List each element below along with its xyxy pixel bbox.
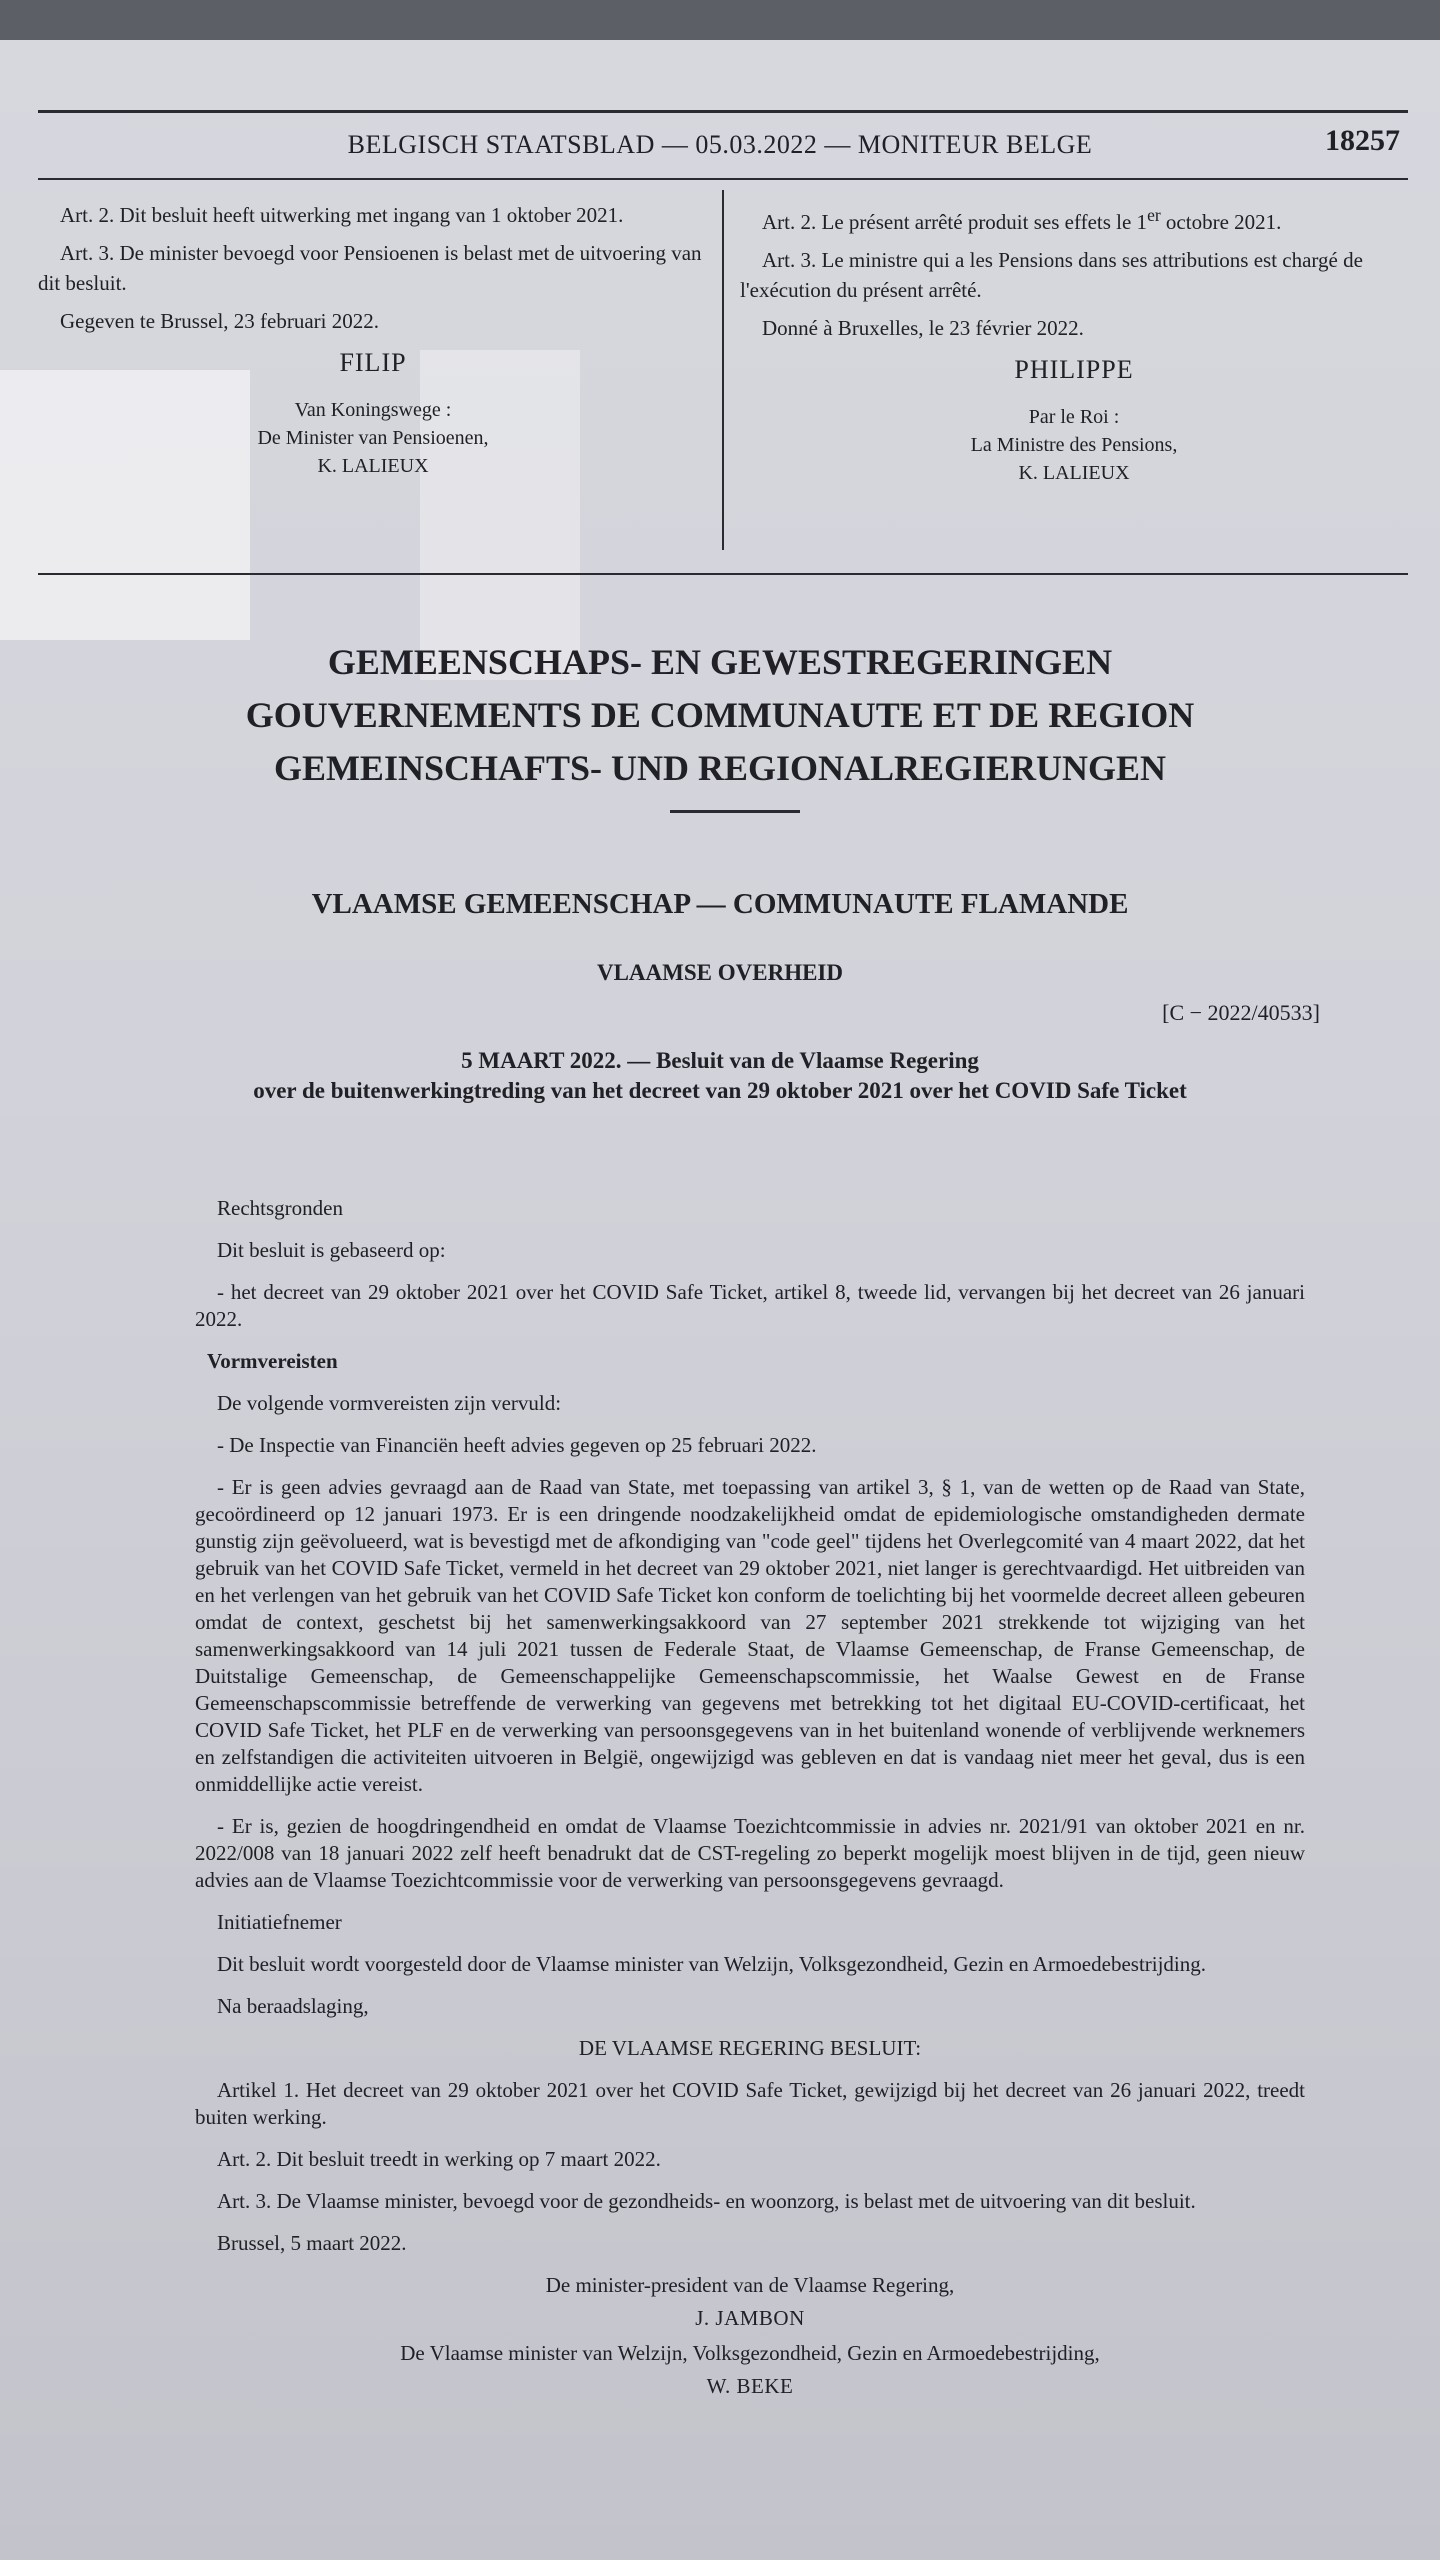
right-king: PHILIPPE <box>1014 355 1134 384</box>
right-minister: La Ministre des Pensions, <box>970 434 1178 456</box>
section-heading-de: GEMEINSCHAFTS- UND REGIONALREGIERUNGEN <box>273 748 1167 788</box>
right-signature-block <box>740 355 1408 487</box>
vormvereisten-heading: Vormvereisten <box>207 1349 338 1373</box>
right-by-king: Par le Roi : <box>1028 406 1120 428</box>
left-signature-block <box>38 348 708 480</box>
community-heading: VLAAMSE GEMEENSCHAP — COMMUNAUTE FLAMANDE <box>311 888 1129 920</box>
section-rule <box>38 573 1408 575</box>
left-king: FILIP <box>339 348 407 377</box>
right-column-french <box>740 200 1408 487</box>
beraadslaging: Na beraadslaging, <box>217 1994 369 2018</box>
authority-heading: VLAAMSE OVERHEID <box>596 960 843 985</box>
signatory-1-title: De minister-president van de Vlaamse Regering, <box>545 2273 955 2297</box>
initiatiefnemer-heading: Initiatiefnemer <box>217 1910 342 1934</box>
artikel-3: Art. 3. De Vlaamse minister, bevoegd voor de gezondheids- en woonzorg, is belast met de uitvoering van dit besluit. <box>217 2189 1196 2213</box>
column-divider <box>722 190 724 550</box>
header-title: BELGISCH STAATSBLAD — 05.03.2022 — MONITEUR BELGE <box>347 130 1093 159</box>
section-heading-nl: GEMEENSCHAPS- EN GEWESTREGERINGEN <box>327 642 1113 682</box>
signatory-2-name: W. BEKE <box>706 2374 794 2398</box>
vorm-item-1: - De Inspectie van Financiën heeft advies gegeven op 25 februari 2022. <box>217 1433 817 1457</box>
left-signature: K. LALIEUX <box>317 455 429 477</box>
left-column-dutch <box>38 200 708 480</box>
left-by-king: Van Koningswege : <box>294 399 452 421</box>
rechtsgronden-heading: Rechtsgronden <box>217 1196 343 1220</box>
right-signature: K. LALIEUX <box>1018 462 1130 484</box>
header-rule <box>38 110 1408 113</box>
initiatief-text: Dit besluit wordt voorgesteld door de Vlaamse minister van Welzijn, Volksgezondheid, Gezin en Armoedebestrijding. <box>217 1952 1207 1976</box>
left-given: Gegeven te Brussel, 23 februari 2022. <box>60 309 379 333</box>
header-bottom-rule <box>38 178 1408 180</box>
right-given: Donné à Bruxelles, le 23 février 2022. <box>762 316 1084 340</box>
artikel-1: Artikel 1. Het decreet van 29 oktober 2021 over het COVID Safe Ticket, gewijzigd bij het decreet van 26 januari 2022, treedt buiten werking. <box>195 2078 1305 2129</box>
right-art3: Art. 3. Le ministre qui a les Pensions dans ses attributions est chargé de l'exécution du présent arrêté. <box>740 248 1363 302</box>
artikel-2: Art. 2. Dit besluit treedt in werking op 7 maart 2022. <box>217 2147 661 2171</box>
gazette-page <box>0 40 1440 2560</box>
basis-intro: Dit besluit is gebaseerd op: <box>217 1238 446 1262</box>
heading-underline <box>670 810 800 813</box>
right-art2: Art. 2. Le présent arrêté produit ses effets le 1er octobre 2021. <box>762 205 1282 234</box>
reference-number: [C − 2022/40533] <box>1162 1000 1320 1025</box>
signatory-2-title: De Vlaamse minister van Welzijn, Volksgezondheid, Gezin en Armoedebestrijding, <box>400 2341 1100 2365</box>
signatory-1-name: J. JAMBON <box>695 2306 805 2330</box>
decree-body <box>195 1195 1305 2408</box>
page-number: 18257 <box>1325 124 1400 157</box>
vorm-intro: De volgende vormvereisten zijn vervuld: <box>217 1391 562 1415</box>
place-date: Brussel, 5 maart 2022. <box>217 2231 407 2255</box>
left-minister: De Minister van Pensioenen, <box>257 427 489 449</box>
left-art2: Art. 2. Dit besluit heeft uitwerking met ingang van 1 oktober 2021. <box>60 203 624 227</box>
left-art3: Art. 3. De minister bevoegd voor Pensioenen is belast met de uitvoering van dit besluit. <box>38 241 702 295</box>
decree-title-line1: 5 MAART 2022. — Besluit van de Vlaamse Regering <box>461 1048 979 1073</box>
decree-title-line2: over de buitenwerkingtreding van het decreet van 29 oktober 2021 over het COVID Safe Ticket <box>253 1078 1187 1103</box>
besluit-heading: DE VLAAMSE REGERING BESLUIT: <box>578 2036 922 2060</box>
vorm-item-2: - Er is geen advies gevraagd aan de Raad van State, met toepassing van artikel 3, § 1, van de wetten op de Raad van State, gecoördineerd op 12 januari 1973. Er is een dringende noodzakelijkheid omdat de epidemiologische omstandigheden dermate gunstig zijn geëvolueerd, wat is bevestigd met de afkondiging van "code geel" tijdens het Overlegcomité van 4 maart 2022, dat het gebruik van het COVID Safe Ticket, vermeld in het decreet van 29 oktober 2021, niet langer is gerechtvaardigd. Het uitbreiden van en het verlengen van het gebruik van het COVID Safe Ticket kon conform de toelichting bij het voormelde decreet alleen gebeuren omdat de context, geschetst bij het samenwerkingsakkoord van 27 september 2021 strekkende tot wijziging van het samenwerkingsakkoord van 14 juli 2021 tussen de Federale Staat, de Vlaamse Gemeenschap, de Franse Gemeenschap, de Duitstalige Gemeenschap, de Gemeenschappelijke Gemeenschapscommissie, het Waalse Gewest en de Franse Gemeenschapscommissie betreffende de verwerking van gegevens met betrekking tot het digitaal EU-COVID-certificaat, het COVID Safe Ticket, het PLF en de verwerking van persoonsgegevens van in het buitenland wonende of verblijvende werknemers en zelfstandigen die activiteiten uitvoeren in België, ongewijzigd was gebleven en dat is vandaag niet meer het geval, dus is een onmiddellijke actie vereist. <box>195 1475 1305 1796</box>
section-heading-fr: GOUVERNEMENTS DE COMMUNAUTE ET DE REGION <box>245 695 1195 735</box>
vorm-item-3: - Er is, gezien de hoogdringendheid en omdat de Vlaamse Toezichtcommissie in advies nr. 2021/91 van oktober 2021 en nr. 2022/008 van 18 januari 2022 zelf heeft benadrukt dat de CST-regeling zo beperkt mogelijk moest blijven in de tijd, geen nieuw advies aan de Vlaamse Toezichtcommissie voor de verwerking van persoonsgegevens gevraagd. <box>195 1814 1305 1892</box>
basis-item: - het decreet van 29 oktober 2021 over het COVID Safe Ticket, artikel 8, tweede lid, vervangen bij het decreet van 26 januari 2022. <box>195 1280 1305 1331</box>
